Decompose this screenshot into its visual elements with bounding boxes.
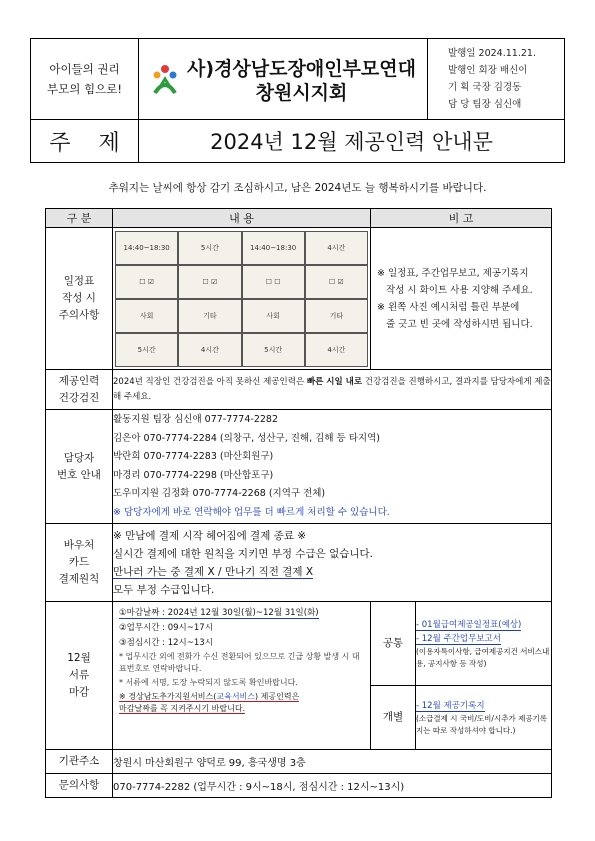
info-table xyxy=(45,208,552,798)
individual-docs: - 12월 제공기록지 (소급결제 시 국비/도비/시추가 제공기록지는 따로 작성하셔야 합니다.) xyxy=(416,686,552,750)
photo-cell: 4시간 xyxy=(305,231,368,265)
contact-item: 박란희 070-7774-2283 (마산회원구) xyxy=(113,451,274,462)
common-docs: - 01월급여제공일정표(예상) - 12월 주간업무보고서 (이용자특이사항, 급여제공지건 서비스내용, 공지사항 등 작성) xyxy=(416,602,552,686)
publish-date: 발행일 2024.11.21. xyxy=(448,48,536,59)
contact-item: 김은아 070-7774-2284 (의창구, 성산구, 진해, 김해 등 타지역) xyxy=(113,432,380,444)
individual-label: 개별 xyxy=(371,686,416,750)
photo-cell: 기타 xyxy=(178,299,241,333)
inquiry-text: 070-7774-2282 (업무시간 : 9시~18시, 점심시간 : 12시~13시) xyxy=(113,774,552,798)
org-logo-icon xyxy=(151,63,179,95)
photo-cell: 4시간 xyxy=(305,333,368,367)
contact-item: 활동지원 팀장 심신애 077-7774-2282 xyxy=(113,414,278,425)
contacts-list xyxy=(113,410,552,524)
subject-title-box xyxy=(138,119,565,163)
photo-cell: 5시간 xyxy=(178,231,241,265)
photo-cell: ☐ ☐ xyxy=(242,265,305,299)
photo-cell: ☐ ☑ xyxy=(115,265,178,299)
health-text: 2024년 직장인 건강검진을 아직 못하신 제공인력은 빠른 시일 내로 건강검진을 진행하시고, 결과지를 담당자에게 제출해 주세요. xyxy=(113,370,552,410)
subject-title: 2024년 12월 제공인력 안내문 xyxy=(210,130,493,154)
health-row xyxy=(46,370,552,410)
org-name: 사)경상남도장애인부모연대 xyxy=(187,58,416,80)
header-content: 내 용 xyxy=(113,209,371,228)
intro-text: 추워지는 날씨에 항상 감기 조심하시고, 남은 2024년도 늘 행복하시기를 바랍니다. xyxy=(108,182,487,194)
contacts-label: 담당자 번호 안내 xyxy=(46,410,113,524)
address-row xyxy=(46,750,552,774)
planner: 기 획 국장 김경동 xyxy=(448,82,522,93)
photo-cell: 5시간 xyxy=(115,333,178,367)
address-text: 창원시 마산회원구 양덕로 99, 흥국생명 3층 xyxy=(113,750,552,774)
deadline-row-common xyxy=(46,602,552,686)
publisher: 발행인 회장 배신이 xyxy=(448,65,528,76)
manager: 담 당 팀장 심신애 xyxy=(448,99,522,110)
health-label: 제공인력 건강검진 xyxy=(46,370,113,410)
deadline-date: ①마감날짜 : 2024년 12월 30일(월)~12월 31일(화) xyxy=(119,608,319,618)
photo-cell: 14:40~18:30 xyxy=(242,231,305,265)
inquiry-label: 문의사항 xyxy=(46,774,113,798)
inquiry-row xyxy=(46,774,552,798)
voucher-row xyxy=(46,524,552,602)
header-remarks: 비 고 xyxy=(371,209,552,228)
common-label: 공통 xyxy=(371,602,416,686)
schedule-example-photo xyxy=(113,228,371,370)
publish-info xyxy=(427,38,565,120)
voucher-label: 바우처 카드 결제원칙 xyxy=(46,524,113,602)
slogan-line-1: 아이들의 권리 xyxy=(49,62,120,76)
slogan-line-2: 부모의 힘으로! xyxy=(47,82,122,96)
subject-label: 주 제 xyxy=(30,119,139,163)
deadline-details: ①마감날짜 : 2024년 12월 30일(월)~12월 31일(화) ②업무시간 : 09시~17시 ③점심시간 : 12시~13시 * 업무시간 외에 전화가 수신 전환되어 있으므로 긴급 상황 발생 시 대표번호로 연락바랍니다. * 서류에 서명, 도장 누락되지 않도록 확인바랍니다. ※ 경상남도추가지원서비스(교육서비스) 제공인력은 마감날짜를 꼭 지켜주시기 바랍니다. xyxy=(113,602,371,750)
table-header-row xyxy=(46,209,552,228)
org-branch: 창원시지회 xyxy=(255,82,348,104)
photo-cell: 5시간 xyxy=(242,333,305,367)
slogan-box xyxy=(30,38,139,120)
contacts-row xyxy=(46,410,552,524)
schedule-label: 일정표 작성 시 주의사항 xyxy=(46,228,113,370)
contact-item: 마경리 070-7774-2298 (마산합포구) xyxy=(113,469,274,481)
voucher-rules: ※ 만남에 결제 시작 헤어짐에 결제 종료 ※ 실시간 결제에 대한 원칙을 지키면 부정 수급은 없습니다. 만나러 가는 중 결제 X / 만나기 직전 결제 X 모두 부정 수급입니다. xyxy=(113,524,552,602)
schedule-row xyxy=(46,228,552,370)
address-label: 기관주소 xyxy=(46,750,113,774)
photo-cell: 사회 xyxy=(242,299,305,333)
photo-cell: 기타 xyxy=(305,299,368,333)
photo-cell: ☐ ☑ xyxy=(178,265,241,299)
photo-cell: ☐ ☑ xyxy=(305,265,368,299)
contact-item: 도우미지원 김정화 070-7774-2268 (지역구 전체) xyxy=(113,488,326,499)
header-category: 구 분 xyxy=(46,209,113,228)
photo-cell: 14:40~18:30 xyxy=(115,231,178,265)
org-box xyxy=(138,38,428,120)
contacts-note: ※ 담당자에게 바로 연락해야 업무를 더 빠르게 처리할 수 있습니다. xyxy=(113,506,390,518)
schedule-notes: ※ 일정표, 주간업무보고, 제공기록지 작성 시 화이트 사용 지양해 주세요. ※ 왼쪽 사진 예시처럼 틀린 부분에 줄 긋고 빈 곳에 작성하시면 됩니다. xyxy=(371,228,552,370)
photo-cell: 사회 xyxy=(115,299,178,333)
deadline-label: 12월 서류 마감 xyxy=(46,602,113,750)
photo-cell: 4시간 xyxy=(178,333,241,367)
